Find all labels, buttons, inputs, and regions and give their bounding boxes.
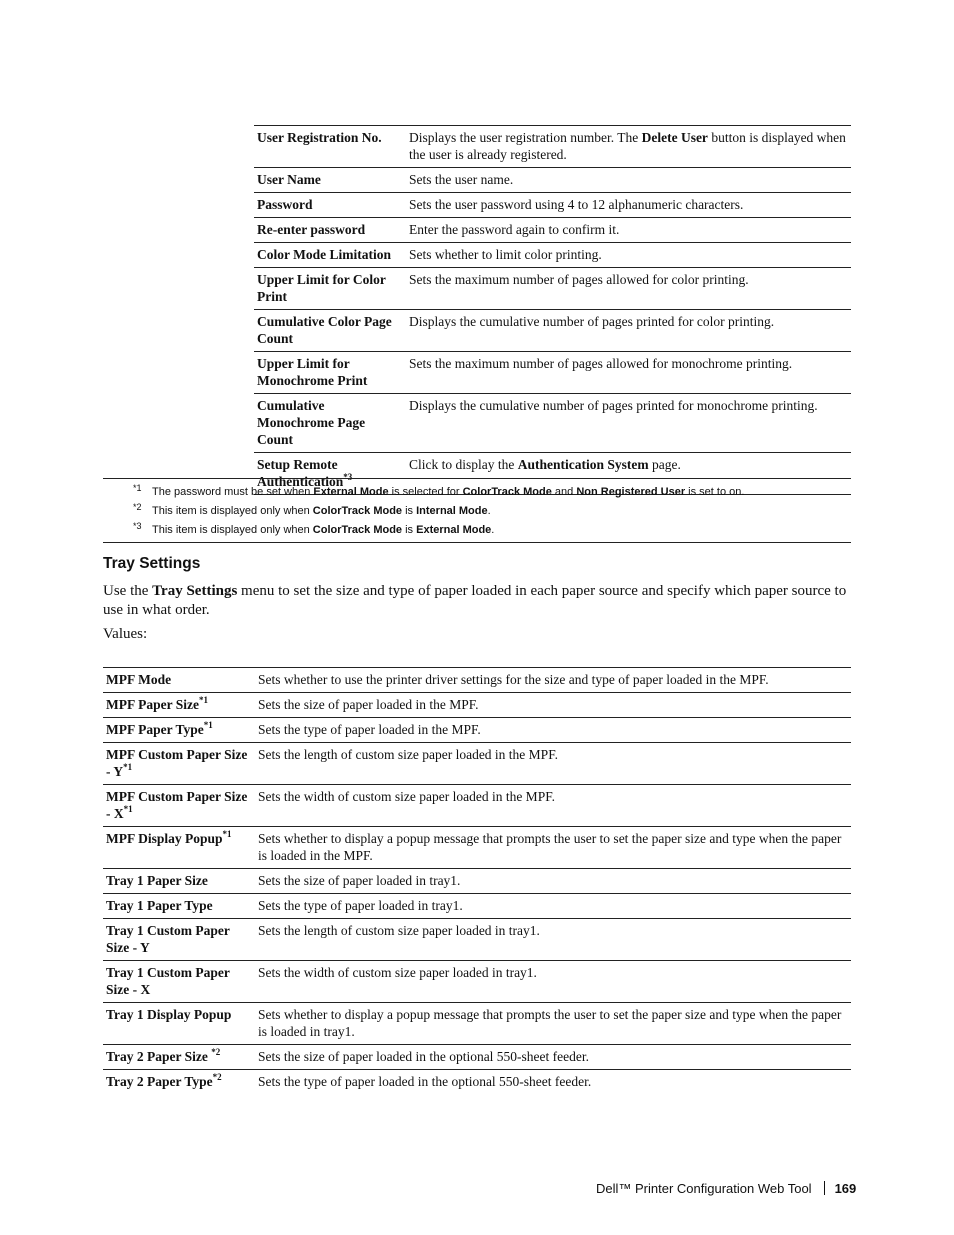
- footnote-text: This item is displayed only when: [152, 524, 313, 536]
- footnote-ref: *2: [212, 1071, 222, 1082]
- row-desc: Sets the maximum number of pages allowed for color printing.: [409, 272, 749, 287]
- footnote-ref: *3: [343, 471, 353, 482]
- row-desc: Sets the type of paper loaded in the MPF.: [255, 718, 851, 743]
- row-desc: Sets the size of paper loaded in the MPF.: [255, 693, 851, 718]
- row-desc: Sets the user password using 4 to 12 alphanumeric characters.: [409, 197, 744, 212]
- row-desc: Sets the width of custom size paper loaded in the MPF.: [255, 785, 851, 827]
- footnote: [103, 521, 851, 540]
- row-key: Tray 1 Paper Size: [106, 873, 208, 888]
- footnote-bold: ColorTrack Mode: [312, 505, 403, 517]
- row-desc: Sets the size of paper loaded in the optional 550-sheet feeder.: [255, 1045, 851, 1070]
- footnote-text: and: [551, 486, 577, 498]
- table-row: [254, 268, 851, 310]
- footnote-text: is: [402, 505, 417, 517]
- row-key: Tray 2 Paper Size: [106, 1049, 212, 1064]
- row-desc: Sets the length of custom size paper loaded in tray1.: [255, 919, 851, 961]
- values-label: Values:: [103, 626, 148, 642]
- row-desc: Sets the width of custom size paper loaded in tray1.: [255, 961, 851, 1003]
- row-key: User Registration No.: [257, 130, 382, 145]
- footnote-bold: External Mode: [313, 486, 389, 498]
- row-desc: Sets whether to use the printer driver settings for the size and type of paper loaded in the MPF.: [255, 668, 851, 693]
- row-key: Upper Limit for Monochrome Print: [257, 356, 368, 388]
- footnote-mark: *2: [133, 502, 142, 512]
- user-settings-table: [254, 125, 851, 495]
- footnote-text: This item is displayed only when: [152, 505, 313, 517]
- footnote: [103, 483, 851, 502]
- page-footer: [596, 1181, 856, 1196]
- table-row: [103, 668, 851, 693]
- footnote-text: The password must be set when: [152, 486, 314, 498]
- row-desc: Displays the cumulative number of pages printed for color printing.: [409, 314, 775, 329]
- footnote-text: is: [402, 524, 417, 536]
- row-key: MPF Custom Paper Size - X: [106, 789, 248, 821]
- footnote-mark: *1: [133, 483, 142, 493]
- row-desc-post: button is displayed when the user is already registered.: [409, 130, 846, 162]
- table-row: [254, 126, 851, 168]
- row-key: Cumulative Monochrome Page Count: [257, 398, 366, 447]
- row-desc: Displays the user registration number. The: [409, 130, 642, 145]
- footnote-text: .: [491, 524, 495, 536]
- row-key: Re-enter password: [257, 222, 366, 237]
- footer-title: Dell™ Printer Configuration Web Tool: [596, 1181, 812, 1196]
- footnotes: [103, 478, 851, 543]
- row-key: Password: [257, 197, 313, 212]
- table-row: [254, 394, 851, 453]
- footnote-ref: *1: [123, 803, 133, 814]
- table-row: [103, 693, 851, 718]
- row-key: Color Mode Limitation: [257, 247, 391, 262]
- footnote-bold: External Mode: [416, 524, 492, 536]
- section-heading: Tray Settings: [103, 555, 201, 572]
- footnote-text: is selected for: [388, 486, 463, 498]
- table-row: [254, 310, 851, 352]
- row-key: User Name: [257, 172, 321, 187]
- table-row: [103, 785, 851, 827]
- footnote: [103, 502, 851, 521]
- table-row: [254, 243, 851, 268]
- footnote-mark: *3: [133, 521, 142, 531]
- row-desc-post: page.: [648, 457, 681, 472]
- row-key: MPF Paper Type: [106, 722, 204, 737]
- row-key: Tray 2 Paper Type: [106, 1074, 213, 1089]
- table-row: [103, 869, 851, 894]
- table-row: [103, 1070, 851, 1095]
- table-row: [254, 193, 851, 218]
- footnote-ref: *1: [203, 719, 213, 730]
- row-desc-bold: Delete User: [641, 130, 708, 145]
- row-desc: Displays the cumulative number of pages printed for monochrome printing.: [409, 398, 818, 413]
- footnote-bold: ColorTrack Mode: [462, 486, 552, 498]
- table-row: [103, 919, 851, 961]
- row-key: Tray 1 Display Popup: [106, 1007, 232, 1022]
- section-intro: [103, 582, 851, 620]
- table-row: [103, 827, 851, 869]
- row-desc: Sets whether to display a popup message that prompts the user to set the paper size and type when the paper is loaded in tray1.: [255, 1003, 851, 1045]
- row-key: MPF Paper Size: [106, 697, 199, 712]
- row-desc: Sets the maximum number of pages allowed for monochrome printing.: [409, 356, 793, 371]
- row-desc: Sets the type of paper loaded in tray1.: [255, 894, 851, 919]
- footnote-ref: *1: [222, 828, 232, 839]
- row-key: Upper Limit for Color Print: [257, 272, 386, 304]
- footnote-ref: *1: [198, 694, 208, 705]
- row-desc: Enter the password again to confirm it.: [409, 222, 620, 237]
- row-desc: Click to display the: [409, 457, 518, 472]
- row-desc: Sets the user name.: [409, 172, 514, 187]
- page-number: 169: [834, 1181, 857, 1196]
- tray-settings-table: [103, 667, 851, 1094]
- table-row: [103, 743, 851, 785]
- row-desc: Sets the size of paper loaded in tray1.: [255, 869, 851, 894]
- table-row: [103, 961, 851, 1003]
- row-key: Setup Remote Authentication: [257, 457, 344, 489]
- footnote-text: is set to on.: [685, 486, 745, 498]
- row-key: Cumulative Color Page Count: [257, 314, 392, 346]
- row-key: MPF Custom Paper Size - Y: [106, 747, 248, 779]
- row-key: Tray 1 Custom Paper Size - X: [106, 965, 230, 997]
- intro-text: Use the: [103, 583, 153, 599]
- table-row: [103, 1045, 851, 1070]
- table-row: [103, 894, 851, 919]
- table-row: [254, 352, 851, 394]
- footnote-bold: ColorTrack Mode: [312, 524, 403, 536]
- table-row: [103, 718, 851, 743]
- row-desc: Sets whether to limit color printing.: [409, 247, 602, 262]
- table-row: [254, 218, 851, 243]
- footnote-bold: Non Registered User: [576, 486, 686, 498]
- table-row: [103, 1003, 851, 1045]
- footnote-ref: *2: [211, 1046, 221, 1057]
- table-row: [254, 168, 851, 193]
- footnote-text: .: [487, 505, 491, 517]
- footer-divider: [824, 1181, 825, 1195]
- row-desc-bold: Authentication System: [517, 457, 649, 472]
- row-key: MPF Display Popup: [106, 831, 223, 846]
- row-desc: Sets the type of paper loaded in the optional 550-sheet feeder.: [258, 1074, 592, 1089]
- intro-text: menu to set the size and type of paper loaded in each paper source and specify which paper source to use in what order.: [103, 583, 847, 618]
- row-desc: Sets the length of custom size paper loaded in the MPF.: [255, 743, 851, 785]
- row-key: MPF Mode: [106, 672, 172, 687]
- row-key: Tray 1 Paper Type: [106, 898, 213, 913]
- footnote-bold: Internal Mode: [416, 505, 488, 517]
- footnote-ref: *1: [123, 761, 133, 772]
- intro-bold: Tray Settings: [152, 583, 238, 599]
- row-desc: Sets whether to display a popup message that prompts the user to set the paper size and type when the paper is loaded in the MPF.: [255, 827, 851, 869]
- row-key: Tray 1 Custom Paper Size - Y: [106, 923, 230, 955]
